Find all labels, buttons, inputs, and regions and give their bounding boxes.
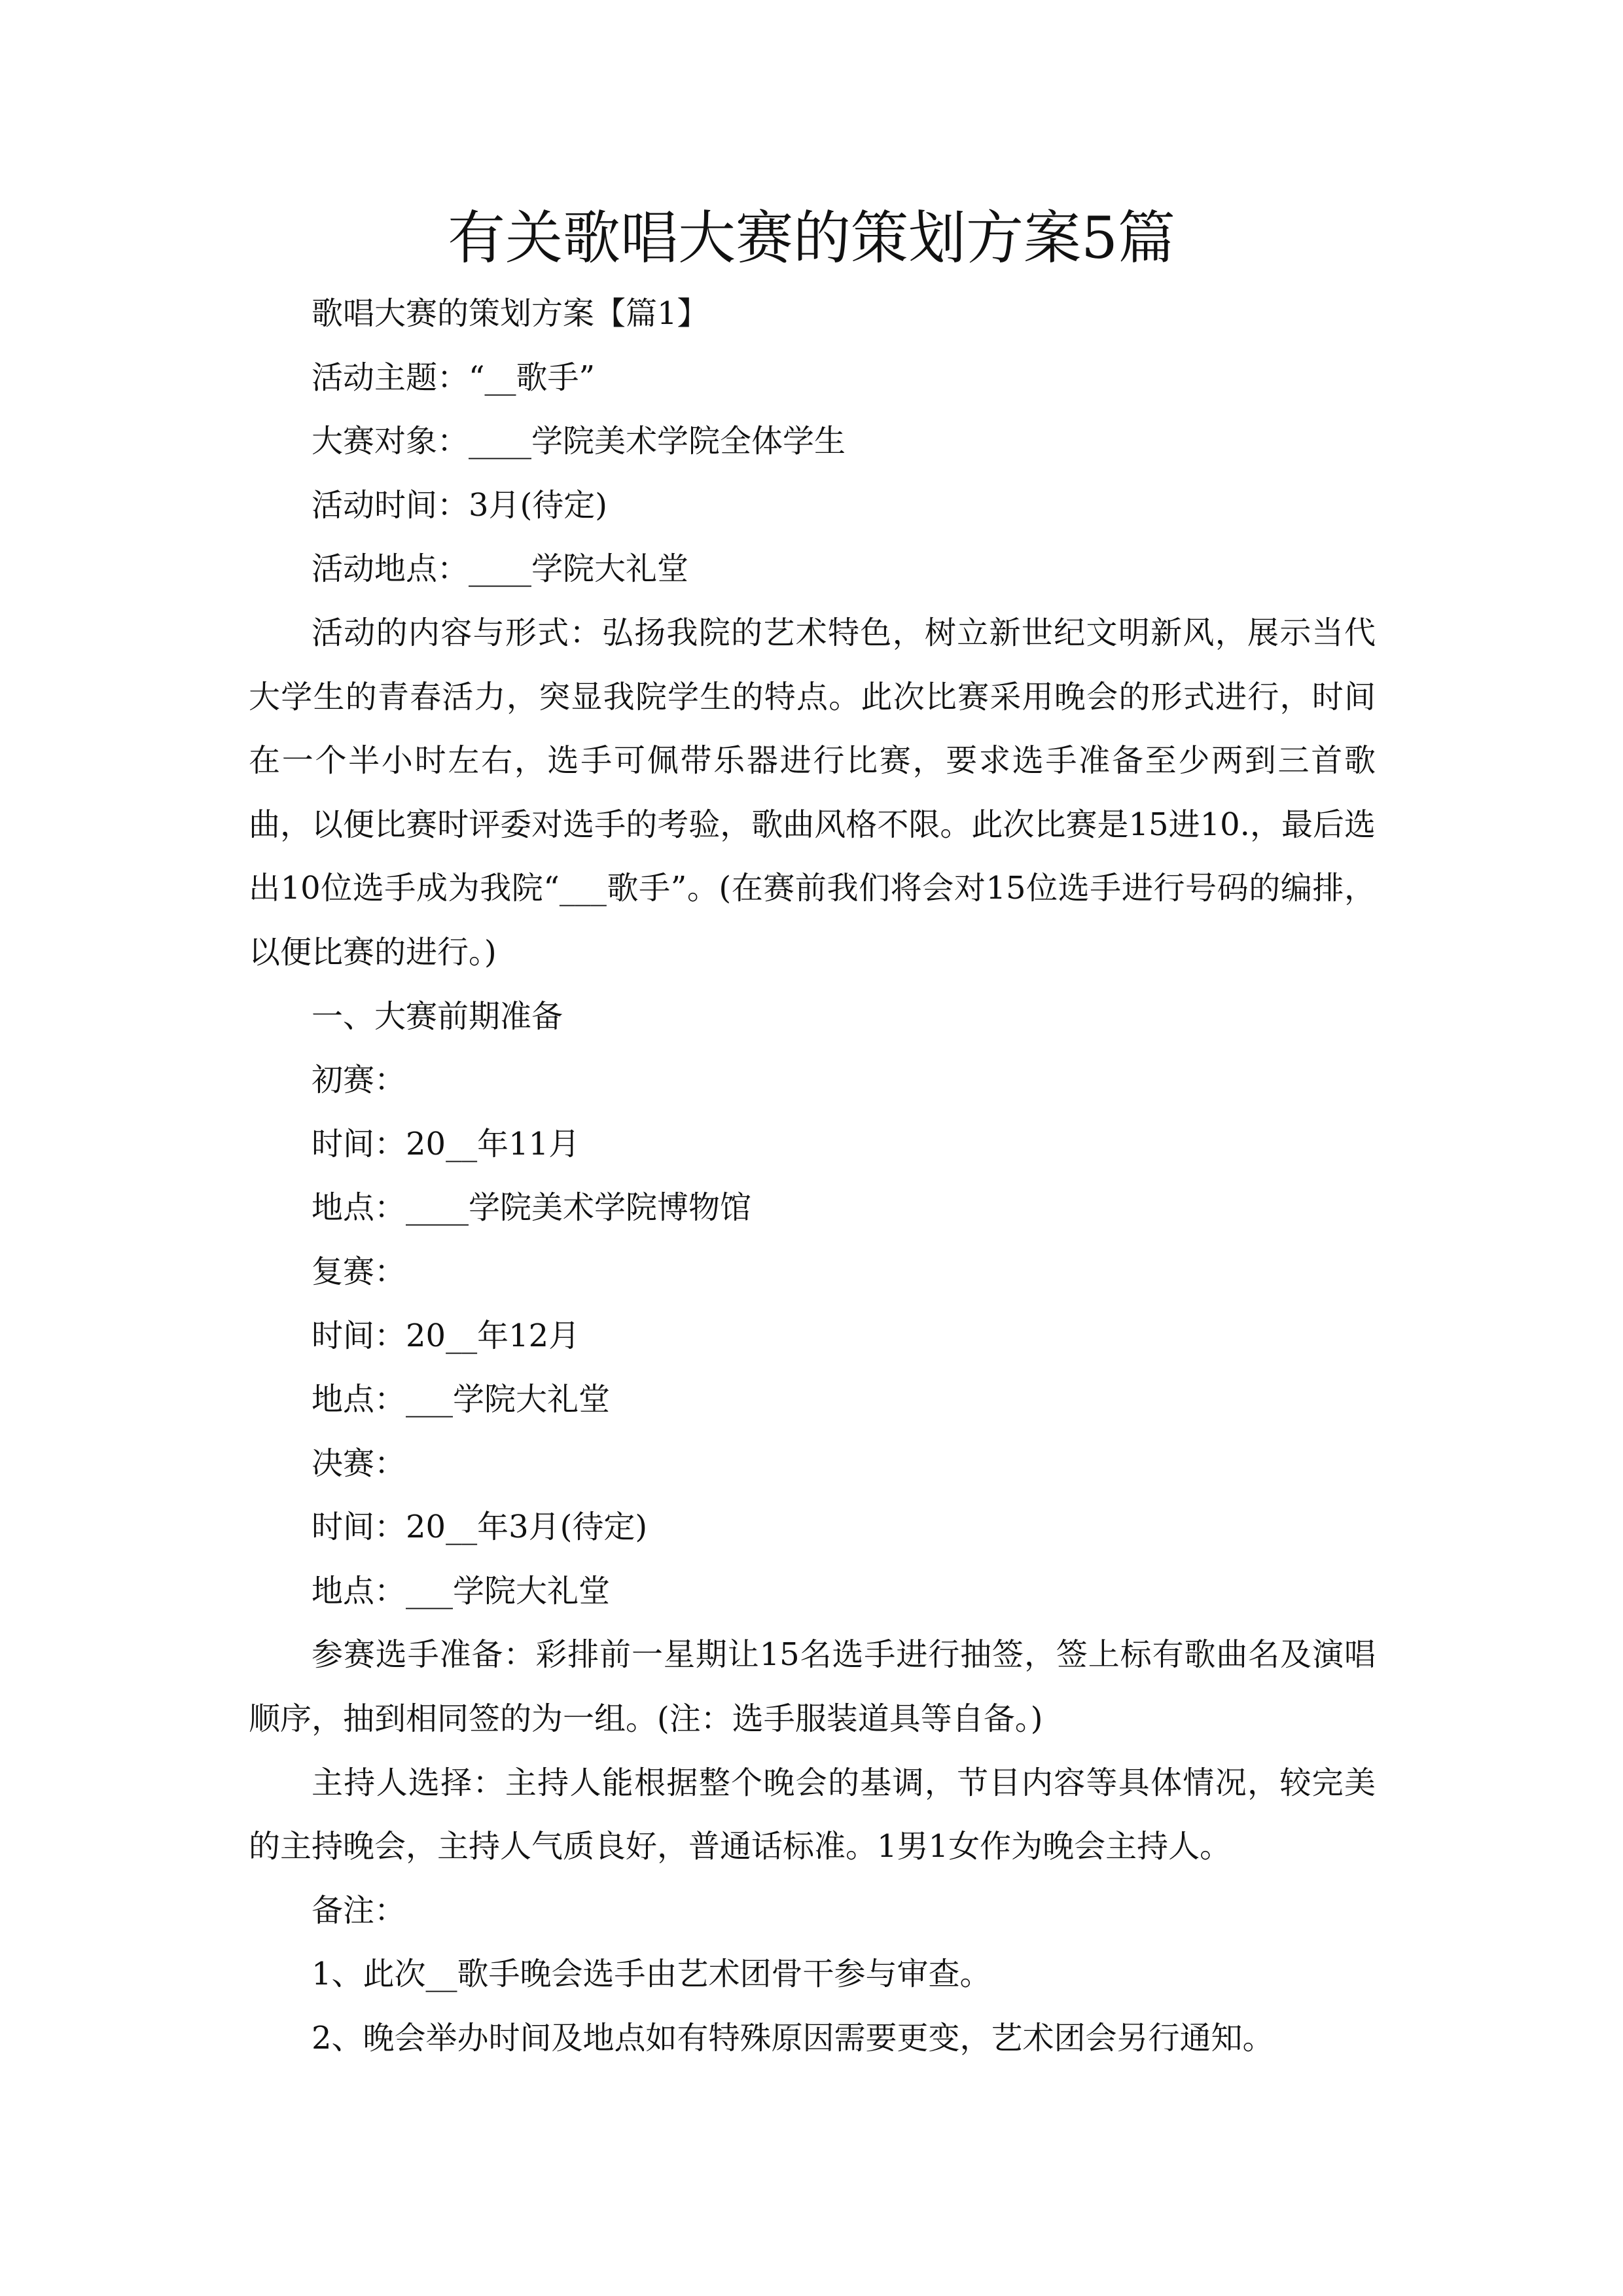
document-body: [249, 282, 1376, 2071]
paragraph: 活动时间：3月(待定): [312, 486, 607, 524]
paragraph: 地点：____学院美术学院博物馆: [312, 1189, 752, 1227]
paragraph: 时间：20__年3月(待定): [312, 1509, 648, 1546]
paragraph: 参赛选手准备：彩排前一星期让15名选手进行抽签，签上标有歌曲名及演唱顺序，抽到相同签的为一组。(注：选手服装道具等自备。): [249, 1636, 1376, 1738]
paragraph: 大赛对象：____学院美术学院全体学生: [312, 423, 846, 460]
paragraph: 备注：: [312, 1892, 406, 1929]
paragraph: 地点：___学院大礼堂: [312, 1381, 611, 1418]
paragraph: 决赛：: [312, 1444, 406, 1482]
paragraph: 地点：___学院大礼堂: [312, 1572, 611, 1609]
paragraph: 活动地点：____学院大礼堂: [312, 550, 689, 588]
paragraph: 复赛：: [312, 1253, 406, 1290]
paragraph: 活动的内容与形式：弘扬我院的艺术特色，树立新世纪文明新风，展示当代大学生的青春活力，突显我院学生的特点。此次比赛采用晚会的形式进行，时间在一个半小时左右，选手可佩带乐器进行比赛，要求选手准备至少两到三首歌曲，以便比赛时评委对选手的考验，歌曲风格不限。此次比赛是15进10.，最后选出10位选手成为我院“___歌手”。(在赛前我们将会对15位选手进行号码的编排，以便比赛的进行。): [249, 614, 1376, 971]
paragraph: 初赛：: [312, 1062, 406, 1099]
section-heading: 一、大赛前期准备: [312, 997, 563, 1035]
paragraph: 活动主题：“__歌手”: [312, 359, 596, 396]
section-heading: 歌唱大赛的策划方案【篇1】: [312, 295, 709, 332]
list-item: 2、晚会举办时间及地点如有特殊原因需要更变，艺术团会另行通知。: [312, 2020, 1274, 2057]
paragraph: 主持人选择：主持人能根据整个晚会的基调，节目内容等具体情况，较完美的主持晚会，主持人气质良好，普通话标准。1男1女作为晚会主持人。: [249, 1764, 1376, 1865]
paragraph: 时间：20__年11月: [312, 1125, 580, 1162]
list-item: 1、此次__歌手晚会选手由艺术团骨干参与审查。: [312, 1956, 991, 1993]
paragraph: 时间：20__年12月: [312, 1317, 580, 1354]
document-title: 有关歌唱大赛的策划方案5篇: [448, 204, 1175, 272]
